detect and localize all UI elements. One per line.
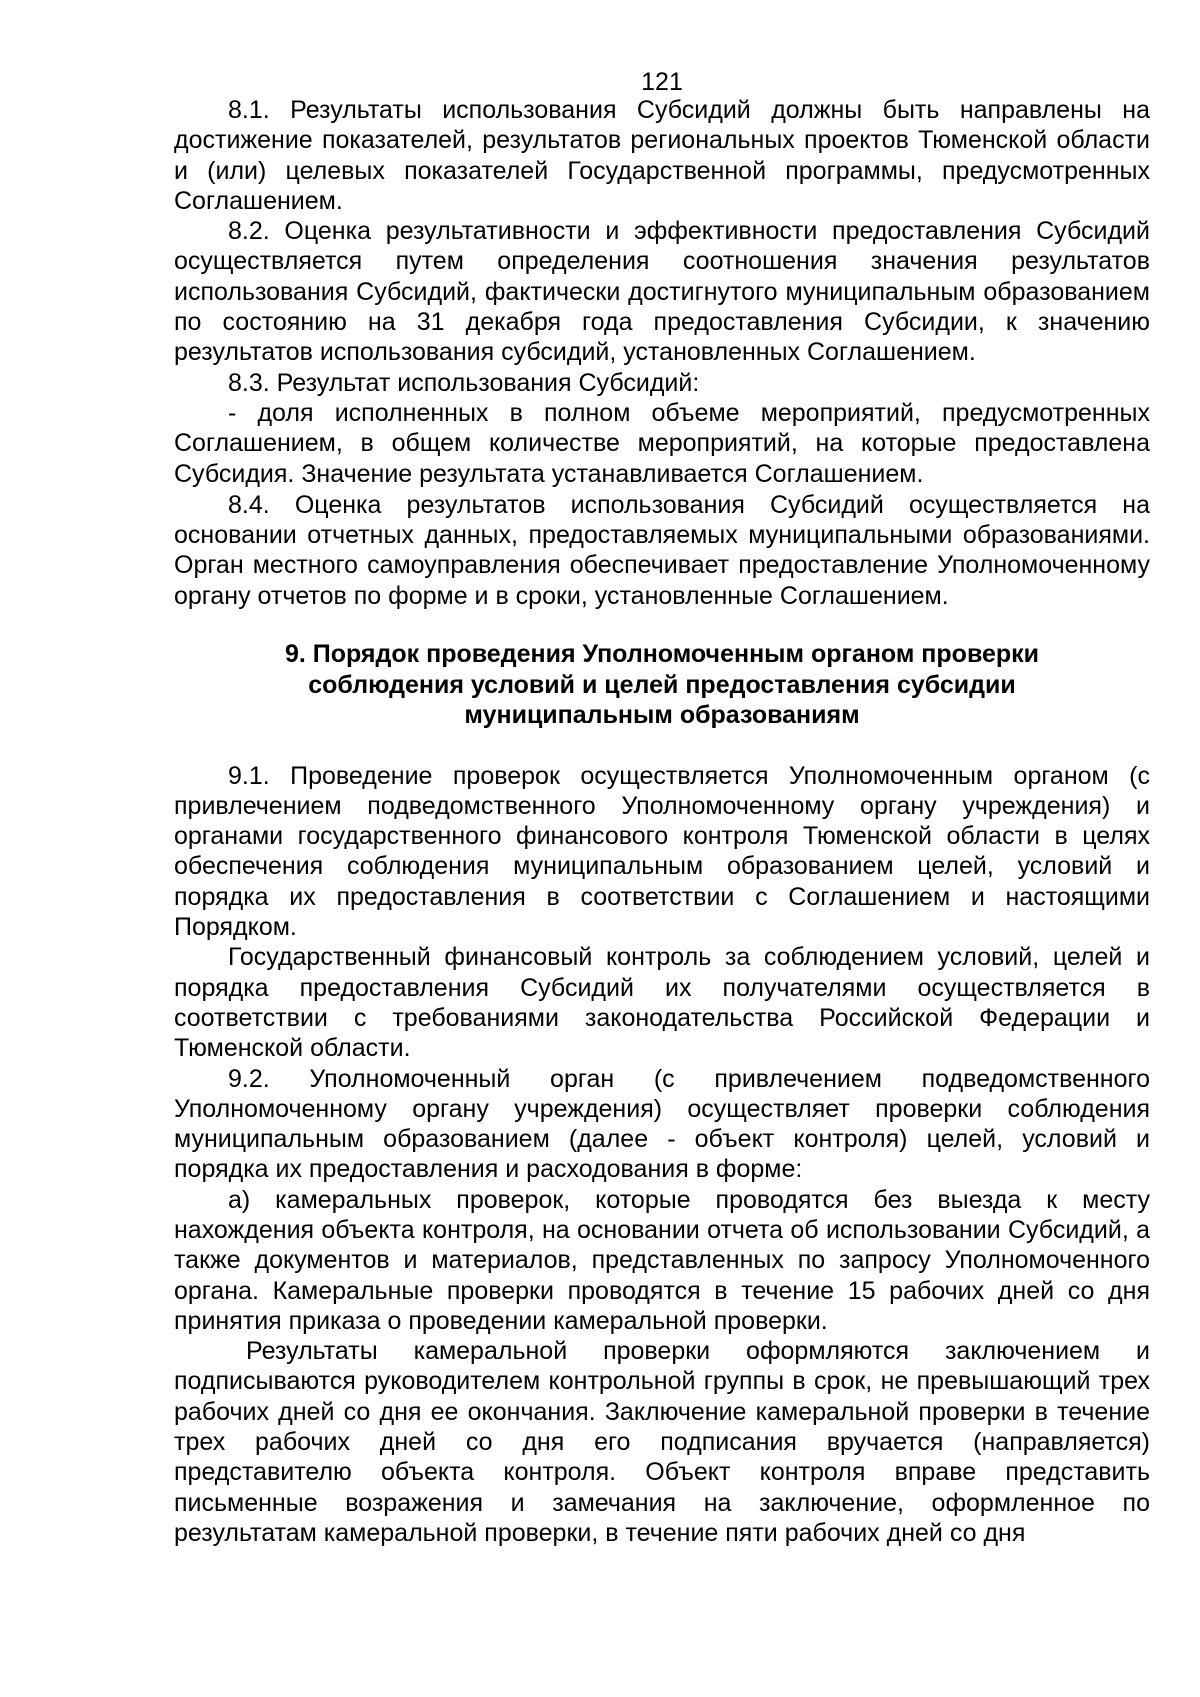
paragraph-8-2: 8.2. Оценка результативности и эффективности предоставления Субсидий осуществляется путем определения соотношения значения результатов использования Субсидий, фактически достигнутого муниципальным образованием по состоянию на 31 декабря года предоставления Субсидии, к значению результатов использования субсидий, установленных Соглашением. [174, 217, 1150, 367]
paragraph-9-1: 9.1. Проведение проверок осуществляется Уполномоченным органом (с привлечением подведомственного Уполномоченному органу учреждения) и органами государственного финансового контроля Тюменской области в целях обеспечения соблюдения муниципальным образованием целей, условий и порядка их предоставления в соответствии с Соглашением и настоящими Порядком. [174, 761, 1150, 942]
section-9-heading-line-1: 9. Порядок проведения Уполномоченным органом проверки [284, 640, 1040, 669]
paragraph-9-2: 9.2. Уполномоченный орган (с привлечением подведомственного Уполномоченному органу учреждения) осуществляет проверки соблюдения муниципальным образованием (далее - объект контроля) целей, условий и порядка их предоставления и расходования в форме: [174, 1064, 1150, 1184]
paragraph-9-2-a: а) камеральных проверок, которые проводятся без выезда к месту нахождения объекта контроля, на основании отчета об использовании Субсидий, а также документов и материалов, представленных по запросу Уполномоченного органа. Камеральные проверки проводятся в течение 15 рабочих дней со дня принятия приказа о проведении камеральной проверки. [174, 1185, 1150, 1335]
paragraph-9-1-control: Государственный финансовый контроль за соблюдением условий, целей и порядка предоставления Субсидий их получателями осуществляется в соответствии с требованиями законодательства Российской Федерации и Тюменской области. [174, 943, 1150, 1063]
paragraph-8-3-item: - доля исполненных в полном объеме мероприятий, предусмотренных Соглашением, в общем количестве мероприятий, на которые предоставлена Субсидия. Значение результата устанавливается Соглашением. [174, 398, 1150, 488]
paragraph-8-4: 8.4. Оценка результатов использования Субсидий осуществляется на основании отчетных данных, предоставляемых муниципальными образованиями. Орган местного самоуправления обеспечивает предоставление Уполномоченному органу отчетов по форме и в сроки, установленные Соглашением. [174, 490, 1150, 610]
paragraph-8-3: 8.3. Результат использования Субсидий: [228, 368, 700, 397]
section-9-heading-line-3: муниципальным образованиям [464, 701, 860, 730]
section-9-heading-line-2: соблюдения условий и целей предоставления субсидии [308, 670, 1016, 699]
document-page [174, 68, 1150, 1548]
section-9-heading [174, 639, 1150, 731]
paragraph-8-1: 8.1. Результаты использования Субсидий должны быть направлены на достижение показателей, результатов региональных проектов Тюменской области и (или) целевых показателей Государственной программы, предусмотренных Соглашением. [174, 96, 1150, 215]
paragraph-9-2-a-results: Результаты камеральной проверки оформляются заключением и подписываются руководителем контрольной группы в срок, не превышающий трех рабочих дней со дня ее окончания. Заключение камеральной проверки в течение трех рабочих дней со дня его подписания вручается (направляется) представителю объекта контроля. Объект контроля вправе представить письменные возражения и замечания на заключение, оформленное по результатам камеральной проверки, в течение пяти рабочих дней со дня [174, 1337, 1150, 1547]
page-number: 121 [641, 68, 683, 96]
